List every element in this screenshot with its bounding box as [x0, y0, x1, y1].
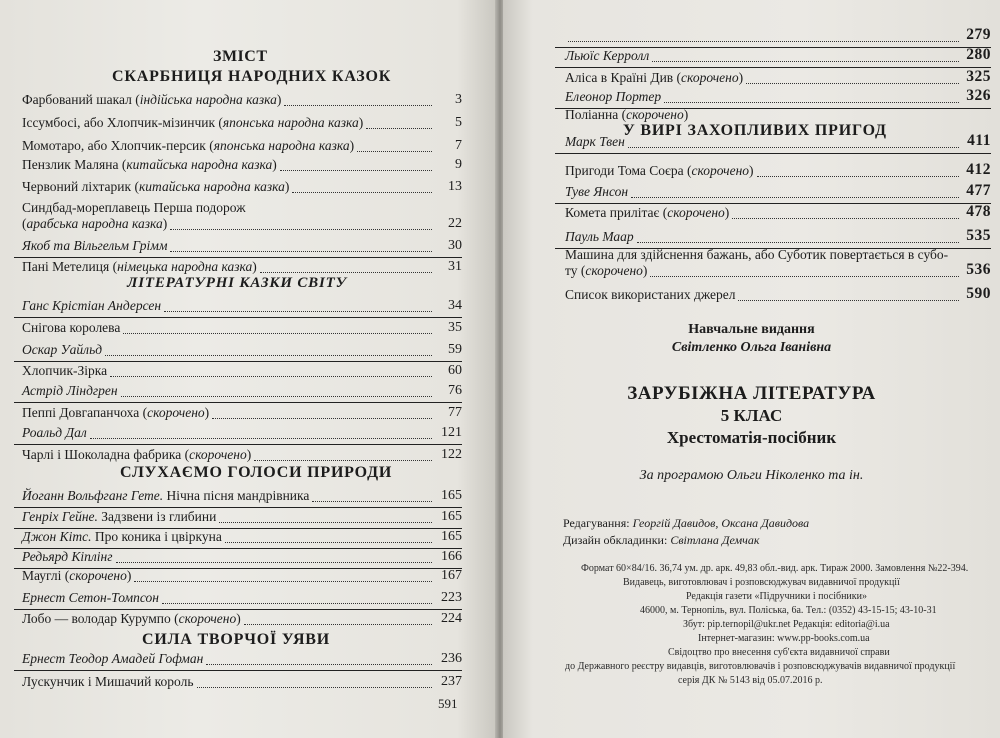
- page-ref: 165: [441, 509, 462, 524]
- leader-dots: [110, 376, 432, 377]
- right-toc-entry: [565, 48, 991, 66]
- page-ref: 122: [441, 447, 462, 462]
- entry-plain: Машина для здійснення бажань, або Суботик повертається в субо-: [565, 247, 949, 262]
- leader-dots: [738, 300, 959, 301]
- leader-dots: [357, 151, 432, 152]
- right-page: [503, 0, 1000, 738]
- entry-text: [565, 287, 735, 302]
- entry-underline: [14, 670, 462, 671]
- left-toc-entry: [22, 405, 462, 423]
- entry-italic: Якоб та Вільгельм Грімм: [22, 238, 168, 253]
- entry-underline: [14, 257, 462, 258]
- entry-italic: Джон Кітс.: [22, 529, 92, 544]
- entry-italic: арабська народна казка: [26, 216, 163, 231]
- leader-dots: [260, 272, 432, 273]
- leader-dots: [746, 83, 959, 84]
- entry-plain: Червоний ліхтарик (: [22, 179, 139, 194]
- entry-text: [22, 179, 289, 194]
- page-ref: 237: [441, 674, 462, 689]
- leader-dots: [170, 229, 432, 230]
- entry-italic: Роальд Дал: [22, 425, 87, 440]
- entry-tail: ): [276, 92, 282, 107]
- leader-dots: [123, 333, 432, 334]
- left-toc-entry: [22, 216, 462, 234]
- entry-italic: Йоганн Вольфганг Гете.: [22, 488, 164, 503]
- entry-plain: Список використаних джерел: [565, 287, 736, 302]
- entry-tail: ): [683, 107, 689, 122]
- imprint-line: 46000, м. Тернопіль, вул. Поліська, 6а. Тел.: (0352) 43-15-15; 43-10-31: [640, 605, 937, 616]
- right-toc-entry: [565, 184, 991, 202]
- page-ref: 165: [441, 488, 462, 503]
- entry-text: [565, 48, 649, 63]
- entry-italic: скорочено: [69, 568, 127, 583]
- right-toc-entry: [565, 263, 991, 281]
- entry-plain: Пензлик Маляна (: [22, 157, 127, 172]
- entry-tail: ): [358, 115, 364, 130]
- leader-dots: [732, 218, 959, 219]
- leader-dots: [197, 687, 432, 688]
- entry-italic: Оскар Уайльд: [22, 342, 103, 357]
- entry-plain: Мауглі (: [22, 568, 70, 583]
- page-ref: 60: [448, 363, 462, 378]
- page-ref: 279: [966, 26, 991, 43]
- leader-dots: [116, 562, 432, 563]
- entry-underline: [555, 153, 991, 154]
- left-toc-entry: [22, 179, 462, 197]
- entry-text: [22, 447, 251, 462]
- leader-dots: [212, 418, 432, 419]
- entry-plain: Пеппі Довгапанчоха (: [22, 405, 148, 420]
- entry-text: [22, 568, 131, 583]
- imprint-line: серія ДК № 5143 від 05.07.2016 р.: [678, 675, 823, 686]
- entry-italic: японська народна казка: [213, 138, 350, 153]
- entry-text: [565, 107, 688, 122]
- entry-tail: ): [204, 405, 210, 420]
- entry-text: [565, 70, 743, 85]
- page-ref: 167: [441, 568, 462, 583]
- leader-dots: [366, 128, 432, 129]
- editing-label: Редагування:: [563, 516, 630, 530]
- page-ref: 224: [441, 611, 462, 626]
- page-ref: 76: [448, 383, 462, 398]
- right-toc-entry: [565, 229, 991, 247]
- leader-dots: [225, 542, 432, 543]
- entry-plain: Пані Метелиця (: [22, 259, 118, 274]
- entry-tail: Про коника і цвіркуна: [91, 529, 222, 544]
- right-toc-entry: [565, 163, 991, 181]
- left-toc-entry: [22, 363, 462, 381]
- entry-italic: скорочено: [189, 447, 247, 462]
- page-ref: 121: [441, 425, 462, 440]
- entry-text: [565, 134, 625, 149]
- leader-dots: [90, 438, 432, 439]
- imprint-line: Свідоцтво про внесення суб'єкта видавничої справи: [668, 647, 890, 658]
- imprint-line: Збут: pip.ternopil@ukr.net Редакція: editoria@i.ua: [683, 619, 890, 630]
- cover-credit: [563, 533, 760, 548]
- page-ref: 9: [455, 157, 462, 172]
- page-ref: 13: [448, 179, 462, 194]
- left-toc-entry: [22, 383, 462, 401]
- entry-text: [565, 247, 948, 262]
- entry-underline: [555, 67, 991, 68]
- entry-italic: скорочено: [691, 163, 750, 178]
- right-toc-entry: [565, 205, 991, 223]
- entry-italic: китайська народна казка: [138, 179, 285, 194]
- page-ref: 165: [441, 529, 462, 544]
- entry-text: [22, 92, 281, 107]
- entry-text: [565, 205, 729, 220]
- entry-text: [22, 115, 363, 130]
- entry-tail: Нічна пісня мандрівника: [163, 488, 310, 503]
- entry-tail: ): [246, 447, 252, 462]
- left-toc-entry: [22, 342, 462, 360]
- page-ref: 30: [448, 238, 462, 253]
- leader-dots: [650, 276, 959, 277]
- page-ref: 478: [966, 203, 991, 220]
- entry-plain: Фарбований шакал (: [22, 92, 140, 107]
- leader-dots: [312, 501, 432, 502]
- section-title-2: ЛІТЕРАТУРНІ КАЗКИ СВІТУ: [127, 275, 347, 291]
- entry-tail: ): [749, 163, 754, 178]
- entry-text: [565, 184, 628, 199]
- entry-tail: ): [738, 70, 744, 85]
- left-toc-entry: [22, 115, 462, 133]
- section-title-5: У ВИРІ ЗАХОПЛИВИХ ПРИГОД: [623, 122, 887, 139]
- entry-tail: ): [252, 259, 257, 274]
- entry-italic: Ганс Крістіан Андерсен: [22, 298, 162, 313]
- entry-tail: ): [272, 157, 277, 172]
- left-toc-entry: [22, 488, 462, 506]
- entry-plain: Хлопчик-Зірка: [22, 363, 108, 378]
- entry-text: [22, 590, 159, 605]
- entry-plain: Поліанна (: [565, 107, 627, 122]
- entry-text: [565, 163, 754, 178]
- entry-italic: Астрід Ліндгрен: [22, 383, 118, 398]
- entry-underline: [555, 203, 991, 204]
- page-ref: 59: [448, 342, 462, 357]
- entry-tail: ): [349, 138, 355, 153]
- leader-dots: [568, 41, 959, 42]
- author-name: Світленко Ольга Іванівна: [671, 340, 832, 355]
- entry-underline: [14, 507, 462, 508]
- entry-text: [22, 320, 120, 335]
- entry-plain: Снігова королева: [22, 320, 121, 335]
- imprint-line: Інтернет-магазин: www.pp-books.com.ua: [698, 633, 870, 644]
- page-ref: 166: [441, 549, 462, 564]
- page-ref: 223: [441, 590, 462, 605]
- entry-underline: [14, 361, 462, 362]
- page-ref: 590: [966, 285, 991, 302]
- leader-dots: [170, 251, 432, 252]
- entry-plain: Чарлі і Шоколадна фабрика (: [22, 447, 190, 462]
- entry-italic: Туве Янсон: [565, 184, 629, 199]
- entry-italic: Пауль Маар: [565, 229, 634, 244]
- entry-italic: німецька народна казка: [117, 259, 253, 274]
- entry-text: [22, 529, 222, 544]
- grade-label: 5 КЛАС: [720, 406, 783, 425]
- entry-tail: ): [162, 216, 168, 231]
- entry-text: [22, 157, 277, 172]
- entry-tail: ): [284, 179, 290, 194]
- right-toc-entry: [565, 28, 991, 46]
- entry-underline: [14, 402, 462, 403]
- entry-text: [22, 488, 309, 503]
- book-subtitle: Хрестоматія-посібник: [666, 428, 837, 447]
- entry-italic: Марк Твен: [565, 134, 625, 149]
- entry-tail: ): [642, 263, 648, 278]
- page-ref: 411: [967, 132, 991, 149]
- imprint-line: Редакція газети «Підручники і посібники»: [686, 591, 867, 602]
- entry-italic: Генріх Гейне.: [22, 509, 98, 524]
- page-ref: 280: [966, 46, 991, 63]
- page-ref: 412: [966, 161, 991, 178]
- editing-credit: [563, 516, 809, 531]
- entry-underline: [14, 609, 462, 610]
- entry-plain: (: [22, 216, 27, 231]
- entry-text: [22, 509, 216, 524]
- leader-dots: [244, 624, 432, 625]
- entry-italic: скорочено: [681, 70, 739, 85]
- page-ref: 34: [448, 298, 462, 313]
- left-toc-entry: [22, 674, 462, 692]
- left-toc-entry: [22, 320, 462, 338]
- entry-italic: китайська народна казка: [126, 157, 273, 172]
- leader-dots: [254, 460, 432, 461]
- leader-dots: [652, 61, 959, 62]
- leader-dots: [280, 170, 432, 171]
- entry-text: [565, 229, 634, 244]
- left-toc-entry: [22, 447, 462, 465]
- left-toc-entry: [22, 611, 462, 629]
- leader-dots: [105, 355, 432, 356]
- entry-italic: скорочено: [667, 205, 725, 220]
- page-ref: 325: [966, 68, 991, 85]
- left-toc-entry: [22, 238, 462, 256]
- left-page: [0, 0, 497, 738]
- entry-italic: скорочено: [585, 263, 643, 278]
- page-ref: 7: [455, 138, 462, 153]
- section-title-3: СЛУХАЄМО ГОЛОСИ ПРИРОДИ: [120, 464, 393, 481]
- left-toc-entry: [22, 568, 462, 586]
- entry-italic: Ернест Сетон-Томпсон: [22, 590, 159, 605]
- page-ref: 477: [966, 182, 991, 199]
- section-title-4: СИЛА ТВОРЧОЇ УЯВИ: [141, 631, 331, 648]
- page-ref: 326: [966, 87, 991, 104]
- entry-italic: Редьярд Кіплінг: [22, 549, 113, 564]
- cover-name: Світлана Демчак: [670, 533, 760, 547]
- leader-dots: [757, 176, 959, 177]
- contents-heading: ЗМІСТ: [213, 48, 268, 65]
- entry-plain: Синдбад-мореплавець Перша подорож: [22, 200, 246, 215]
- section-title-1: СКАРБНИЦЯ НАРОДНИХ КАЗОК: [112, 68, 392, 85]
- entry-tail: Задзвени із глибини: [97, 509, 217, 524]
- editing-names: Георгій Давидов, Оксана Давидова: [632, 516, 810, 530]
- entry-plain: Іссумбосі, або Хлопчик-мізинчик (: [22, 115, 223, 130]
- left-toc-entry: [22, 425, 462, 443]
- entry-text: [22, 259, 257, 274]
- imprint-line: до Державного реєстру видавців, виготовлювачів і розповсюджувачів видавничої продукції: [565, 661, 956, 672]
- entry-text: [565, 89, 661, 104]
- leader-dots: [162, 603, 432, 604]
- entry-text: [22, 363, 107, 378]
- left-toc-entry: [22, 529, 462, 547]
- entry-underline: [14, 444, 462, 445]
- entry-tail: ): [724, 205, 730, 220]
- entry-text: [22, 405, 209, 420]
- left-toc-entry: [22, 157, 462, 175]
- left-toc-entry: [22, 138, 462, 156]
- entry-tail: ): [236, 611, 241, 626]
- entry-plain: Момотаро, або Хлопчик-персик (: [22, 138, 214, 153]
- entry-plain: ту (: [565, 263, 586, 278]
- page-ref: 3: [455, 92, 462, 107]
- book-title: ЗАРУБІЖНА ЛІТЕРАТУРА: [627, 383, 876, 404]
- page-ref: 35: [448, 320, 462, 335]
- edition-label: Навчальне видання: [688, 322, 815, 337]
- left-toc-entry: [22, 590, 462, 608]
- leader-dots: [134, 581, 432, 582]
- leader-dots: [121, 396, 432, 397]
- leader-dots: [284, 105, 432, 106]
- entry-italic: скорочено: [178, 611, 237, 626]
- leader-dots: [219, 522, 432, 523]
- imprint-line: Формат 60×84/16. 36,74 ум. др. арк. 49,83 обл.-вид. арк. Тираж 2000. Замовлення №22-394.: [581, 563, 969, 574]
- page-ref: 22: [448, 216, 462, 231]
- entry-plain: Комета прилітає (: [565, 205, 668, 220]
- cover-label: Дизайн обкладинки:: [563, 533, 668, 547]
- entry-text: [22, 611, 241, 626]
- entry-italic: скорочено: [626, 107, 684, 122]
- left-toc-entry: [22, 509, 462, 527]
- leader-dots: [292, 192, 432, 193]
- entry-plain: Лобо — володар Курумпо (: [22, 611, 179, 626]
- entry-plain: Аліса в Країні Див (: [565, 70, 682, 85]
- entry-italic: Ернест Теодор Амадей Гофман: [22, 651, 204, 666]
- leader-dots: [206, 664, 432, 665]
- entry-text: [22, 216, 167, 231]
- page-number: 591: [438, 696, 458, 711]
- leader-dots: [628, 147, 959, 148]
- page-ref: 31: [448, 259, 462, 274]
- entry-tail: ): [126, 568, 132, 583]
- page-ref: 535: [966, 227, 991, 244]
- entry-plain: Лускунчик і Мишачий король: [22, 674, 194, 689]
- left-toc-entry: [22, 92, 462, 110]
- entry-text: [22, 425, 87, 440]
- entry-text: [22, 238, 167, 253]
- right-toc-entry: [565, 89, 991, 107]
- page-ref: 236: [441, 651, 462, 666]
- program-note: За програмою Ольги Ніколенко та ін.: [639, 468, 864, 483]
- page-ref: 536: [966, 261, 991, 278]
- entry-underline: [14, 317, 462, 318]
- entry-plain: Пригоди Тома Соєра (: [565, 163, 692, 178]
- entry-text: [565, 263, 647, 278]
- left-toc-entry: [22, 298, 462, 316]
- leader-dots: [664, 102, 959, 103]
- leader-dots: [637, 242, 959, 243]
- left-toc-entry: [22, 549, 462, 567]
- entry-text: [22, 651, 203, 666]
- page-ref: 5: [455, 115, 462, 130]
- entry-text: [22, 298, 161, 313]
- entry-text: [22, 383, 118, 398]
- entry-italic: Елеонор Портер: [565, 89, 662, 104]
- left-toc-entry: [22, 651, 462, 669]
- entry-text: [22, 138, 354, 153]
- entry-text: [22, 200, 246, 215]
- entry-text: [22, 674, 194, 689]
- entry-italic: японська народна казка: [222, 115, 359, 130]
- right-toc-entry: [565, 287, 991, 305]
- imprint-line: Видавець, виготовлювач і розповсюджувач видавничої продукції: [623, 577, 900, 588]
- page-ref: 77: [448, 405, 462, 420]
- leader-dots: [631, 197, 959, 198]
- entry-italic: Льюїс Керролл: [565, 48, 650, 63]
- entry-italic: скорочено: [147, 405, 205, 420]
- leader-dots: [164, 311, 432, 312]
- entry-text: [22, 549, 113, 564]
- entry-italic: індійська народна казка: [139, 92, 277, 107]
- right-toc-entry: [565, 70, 991, 88]
- entry-text: [22, 342, 102, 357]
